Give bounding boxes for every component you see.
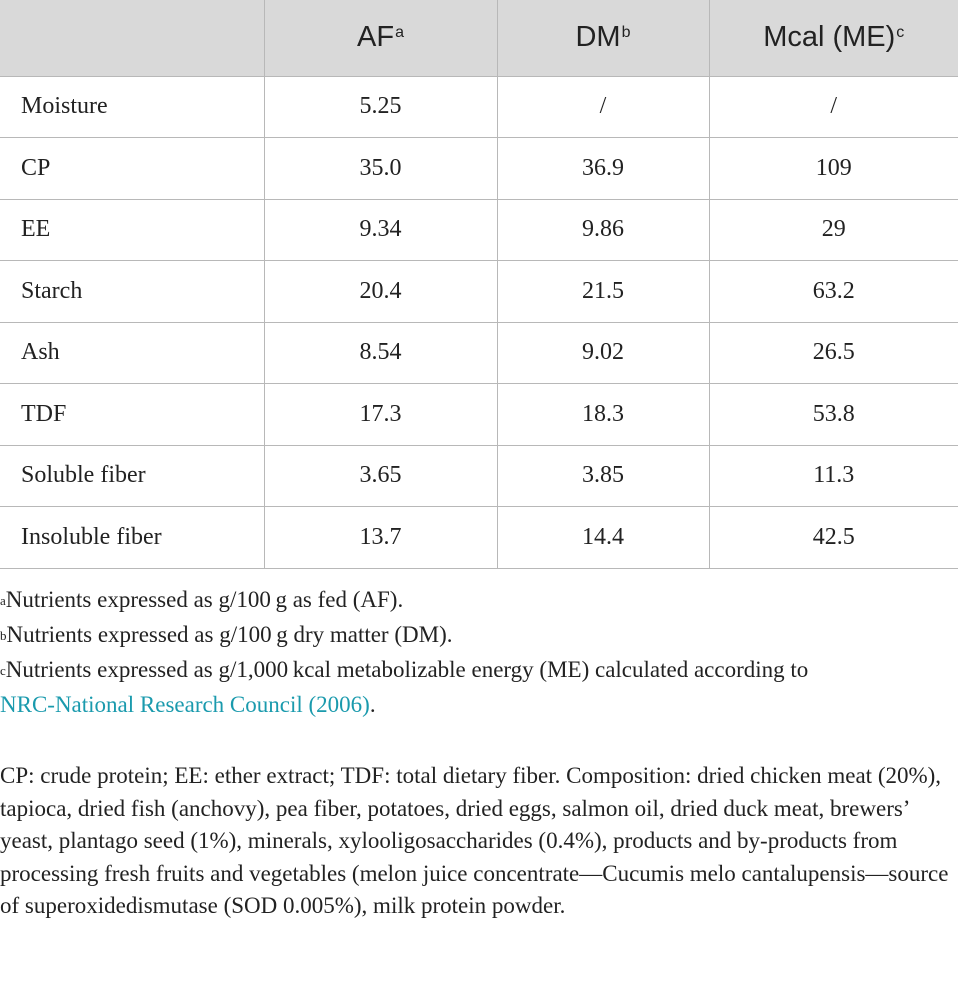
table-row xyxy=(0,199,958,261)
cell-dm: / xyxy=(497,76,709,138)
cell-dm: 3.85 xyxy=(497,445,709,507)
header-empty xyxy=(0,0,264,76)
cell-af: 20.4 xyxy=(264,261,497,323)
cell-dm: 9.86 xyxy=(497,199,709,261)
table-row xyxy=(0,445,958,507)
table-row xyxy=(0,507,958,569)
cell-mcal: 42.5 xyxy=(709,507,958,569)
row-label: TDF xyxy=(0,384,264,446)
cell-af: 35.0 xyxy=(264,138,497,200)
nrc-reference-link[interactable]: NRC-National Research Council (2006) xyxy=(0,692,370,717)
table-row xyxy=(0,76,958,138)
row-label: Ash xyxy=(0,322,264,384)
footnote-c-continuation: NRC-National Research Council (2006). xyxy=(0,692,376,717)
header-mcal: Mcal (ME)$^c$ xyxy=(709,0,958,76)
cell-mcal: 11.3 xyxy=(709,445,958,507)
row-label: Starch xyxy=(0,261,264,323)
cell-af: 8.54 xyxy=(264,322,497,384)
cell-mcal: 26.5 xyxy=(709,322,958,384)
cell-dm: 9.02 xyxy=(497,322,709,384)
table-header-row xyxy=(0,0,958,76)
row-label: CP xyxy=(0,138,264,200)
cell-mcal: 53.8 xyxy=(709,384,958,446)
cell-af: 5.25 xyxy=(264,76,497,138)
cell-mcal: 29 xyxy=(709,199,958,261)
cell-af: 9.34 xyxy=(264,199,497,261)
row-label: Moisture xyxy=(0,76,264,138)
footnote-a: $^a$Nutrients expressed as g/100 g as fed (AF). xyxy=(0,587,404,612)
footnote-b: $^b$Nutrients expressed as g/100 g dry matter (DM). xyxy=(0,622,453,647)
cell-af: 17.3 xyxy=(264,384,497,446)
table-row xyxy=(0,384,958,446)
cell-mcal: / xyxy=(709,76,958,138)
cell-dm: 14.4 xyxy=(497,507,709,569)
table-row xyxy=(0,322,958,384)
cell-mcal: 109 xyxy=(709,138,958,200)
cell-dm: 21.5 xyxy=(497,261,709,323)
header-dm: $DM^b$ xyxy=(497,0,709,76)
cell-mcal: 63.2 xyxy=(709,261,958,323)
row-label: Insoluble fiber xyxy=(0,507,264,569)
header-af: $AF^a$ xyxy=(264,0,497,76)
cell-af: 3.65 xyxy=(264,445,497,507)
cell-dm: 36.9 xyxy=(497,138,709,200)
cell-dm: 18.3 xyxy=(497,384,709,446)
row-label: Soluble fiber xyxy=(0,445,264,507)
table-row xyxy=(0,261,958,323)
table-description: CP: crude protein; EE: ether extract; TDF: total dietary fiber. Composition: dried chicken meat (20%), tapioca, dried fish (anchovy), pea fiber, potatoes, dried eggs, salmon oil, dried duck meat, brewers’ yeast, plantago seed (1%), minerals, xylooligosaccharides (0.4%), products and by-products from processing fresh fruits and vegetables (melon juice concentrate—Cucumis melo cantalupensis—source of superoxidedismutase (SOD 0.005%), milk protein powder. xyxy=(0,763,949,918)
table-footnotes xyxy=(0,582,958,722)
row-label: EE xyxy=(0,199,264,261)
table-row xyxy=(0,138,958,200)
cell-af: 13.7 xyxy=(264,507,497,569)
footnote-c: $^c$Nutrients expressed as g/1,000 kcal metabolizable energy (ME) calculated according to xyxy=(0,657,809,682)
